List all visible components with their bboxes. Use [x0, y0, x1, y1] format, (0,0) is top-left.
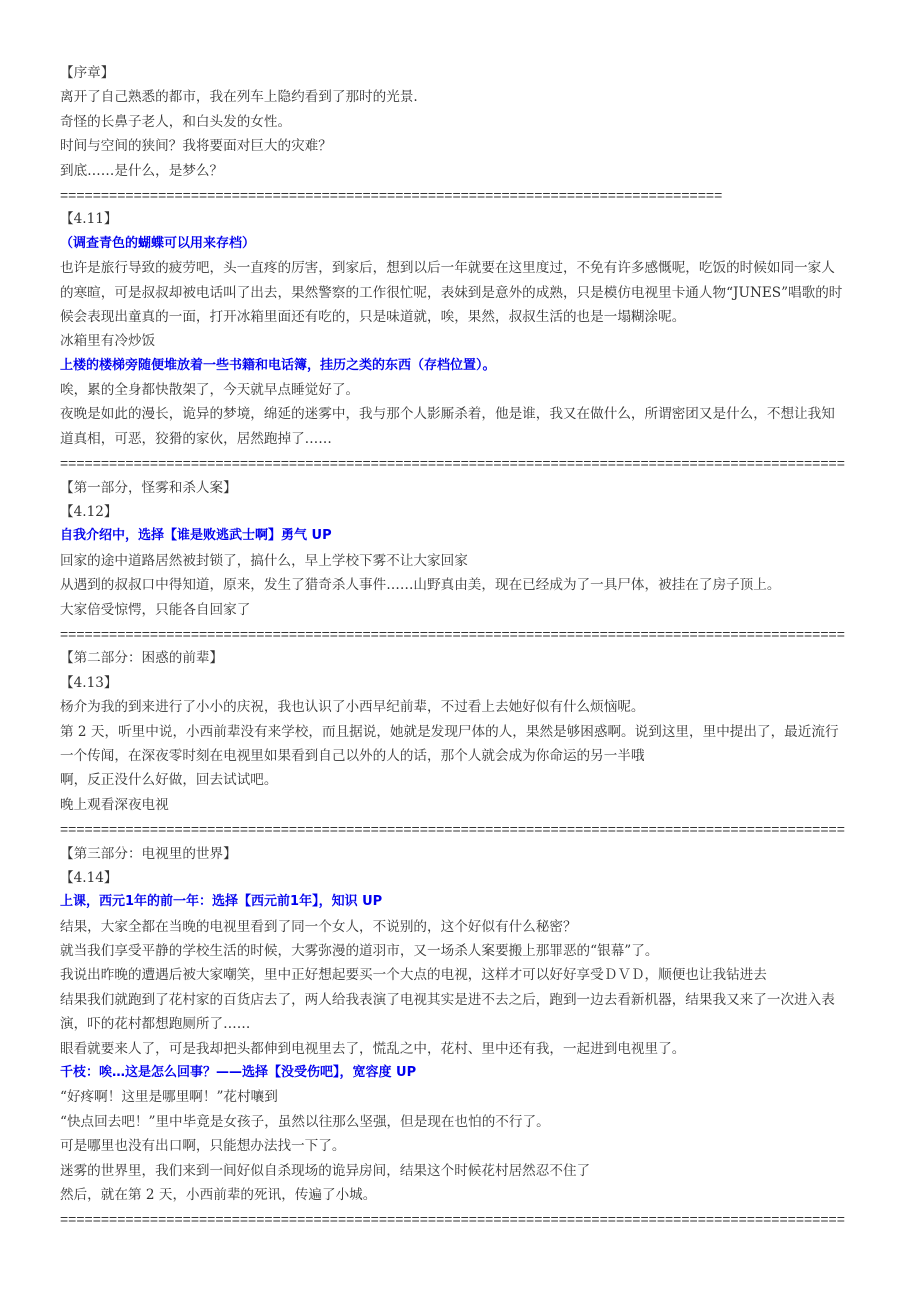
- text-line: 唉，累的全身都快散架了，今天就早点睡觉好了。: [60, 382, 360, 399]
- text-line: 【4.11】: [60, 211, 118, 228]
- text-line: 演，吓的花村都想跑厕所了……: [60, 1016, 251, 1033]
- text-line: 迷雾的世界里，我们来到一间好似自杀现场的诡异房间，结果这个时候花村居然忍不住了: [60, 1162, 591, 1179]
- text-line: 回家的途中道路居然被封锁了，搞什么，早上学校下雾不让大家回家: [60, 552, 468, 569]
- highlighted-instruction: 千枝：唉…这是怎么回事？——选择【没受伤吧】，宽容度 UP: [60, 1065, 417, 1081]
- document-body: [60, 61, 860, 1232]
- text-line: 的寒暄，可是叔叔却被电话叫了出去，果然警察的工作很忙呢，表妹到是意外的成熟，只是模仿电视里卡通人物“JUNES”唱歌的时: [60, 284, 843, 301]
- text-line: 【第三部分：电视里的世界】: [60, 845, 237, 862]
- text-line: 结果，大家全都在当晚的电视里看到了同一个女人，不说别的，这个好似有什么秘密？: [60, 918, 577, 935]
- text-line: 冰箱里有冷炒饭: [60, 333, 156, 350]
- text-line: 啊，反正没什么好做，回去试试吧。: [60, 772, 278, 789]
- text-line: 【序章】: [60, 65, 115, 81]
- text-line: 我说出昨晚的遭遇后被大家嘲笑，里中正好想起要买一个大点的电视，这样才可以好好享受ＤＶＤ，顺便也让我钻进去: [60, 967, 767, 984]
- highlighted-instruction: 上楼的楼梯旁随便堆放着一些书籍和电话簿，挂历之类的东西（存档位置）。: [60, 357, 496, 373]
- section-separator: ================================================================================================: [60, 625, 845, 642]
- text-line: 第 2 天，听里中说，小西前辈没有来学校，而且据说，她就是发现尸体的人，果然是够困惑啊。说到这里，里中提出了，最近流行: [60, 723, 839, 740]
- text-line: 时间与空间的狭间？我将要面对巨大的灾难？: [60, 138, 332, 155]
- text-line: 夜晚是如此的漫长，诡异的梦境，绵延的迷雾中，我与那个人影厮杀着，他是谁，我又在做什么，所谓密团又是什么，不想让我知: [60, 406, 835, 423]
- section-separator: ================================================================================================: [60, 821, 845, 838]
- text-line: 【4.14】: [60, 869, 118, 886]
- text-line: 也许是旅行导致的疲劳吧，头一直疼的厉害，到家后，想到以后一年就要在这里度过，不免有许多感慨呢，吃饭的时候如同一家人: [60, 260, 835, 277]
- text-line: 一个传闻，在深夜零时刻在电视里如果看到自己以外的人的话，那个人就会成为你命运的另一半哦: [60, 747, 645, 764]
- text-line: 道真相，可恶，狡猾的家伙，居然跑掉了……: [60, 430, 332, 447]
- text-line: 杨介为我的到来进行了小小的庆祝，我也认识了小西早纪前辈，不过看上去她好似有什么烦恼呢。: [60, 699, 645, 716]
- text-line: 奇怪的长鼻子老人，和白头发的女性。: [60, 113, 292, 130]
- text-line: “好疼啊！这里是哪里啊！”花村嚷到: [60, 1089, 278, 1106]
- highlighted-instruction: 自我介绍中，选择【谁是败逃武士啊】勇气 UP: [60, 528, 332, 544]
- text-line: 从遇到的叔叔口中得知道，原来，发生了猎奇杀人事件……山野真由美，现在已经成为了一具尸体，被挂在了房子顶上。: [60, 577, 781, 594]
- text-line: 结果我们就跑到了花村家的百货店去了，两人给我表演了电视其实是进不去之后，跑到一边去看新机器，结果我又来了一次进入表: [60, 991, 835, 1008]
- text-line: 离开了自己熟悉的都市，我在列车上隐约看到了那时的光景.: [60, 89, 418, 106]
- section-separator: ================================================================================================: [60, 1211, 845, 1228]
- text-line: 【第一部分，怪雾和杀人案】: [60, 479, 237, 496]
- section-separator: =================================================================================: [60, 186, 723, 203]
- text-line: 【4.13】: [60, 674, 118, 691]
- highlighted-instruction: 上课，西元1年的前一年：选择【西元前1年】，知识 UP: [60, 894, 383, 910]
- text-line: 然后，就在第 2 天，小西前辈的死讯，传遍了小城。: [60, 1186, 377, 1203]
- text-line: 就当我们享受平静的学校生活的时候，大雾弥漫的道羽市，又一场杀人案要搬上那罪恶的“银幕”了。: [60, 943, 659, 960]
- text-line: 可是哪里也没有出口啊，只能想办法找一下了。: [60, 1138, 346, 1155]
- text-line: 【4.12】: [60, 504, 118, 521]
- section-separator: ================================================================================================: [60, 455, 845, 472]
- text-line: 到底……是什么，是梦么？: [60, 162, 224, 179]
- text-line: 候会表现出童真的一面，打开冰箱里面还有吃的，只是味道就，唉，果然，叔叔生活的也是一塌糊涂呢。: [60, 308, 686, 325]
- text-line: 晚上观看深夜电视: [60, 796, 169, 813]
- text-line: 眼看就要来人了，可是我却把头都伸到电视里去了，慌乱之中，花村、里中还有我，一起进到电视里了。: [60, 1040, 686, 1057]
- text-line: “快点回去吧！”里中毕竟是女孩子，虽然以往那么坚强，但是现在也怕的不行了。: [60, 1113, 550, 1130]
- text-line: 【第二部分：困惑的前辈】: [60, 650, 224, 667]
- highlighted-instruction: （调查青色的蝴蝶可以用来存档）: [60, 235, 256, 251]
- text-line: 大家倍受惊愕，只能各自回家了: [60, 601, 251, 618]
